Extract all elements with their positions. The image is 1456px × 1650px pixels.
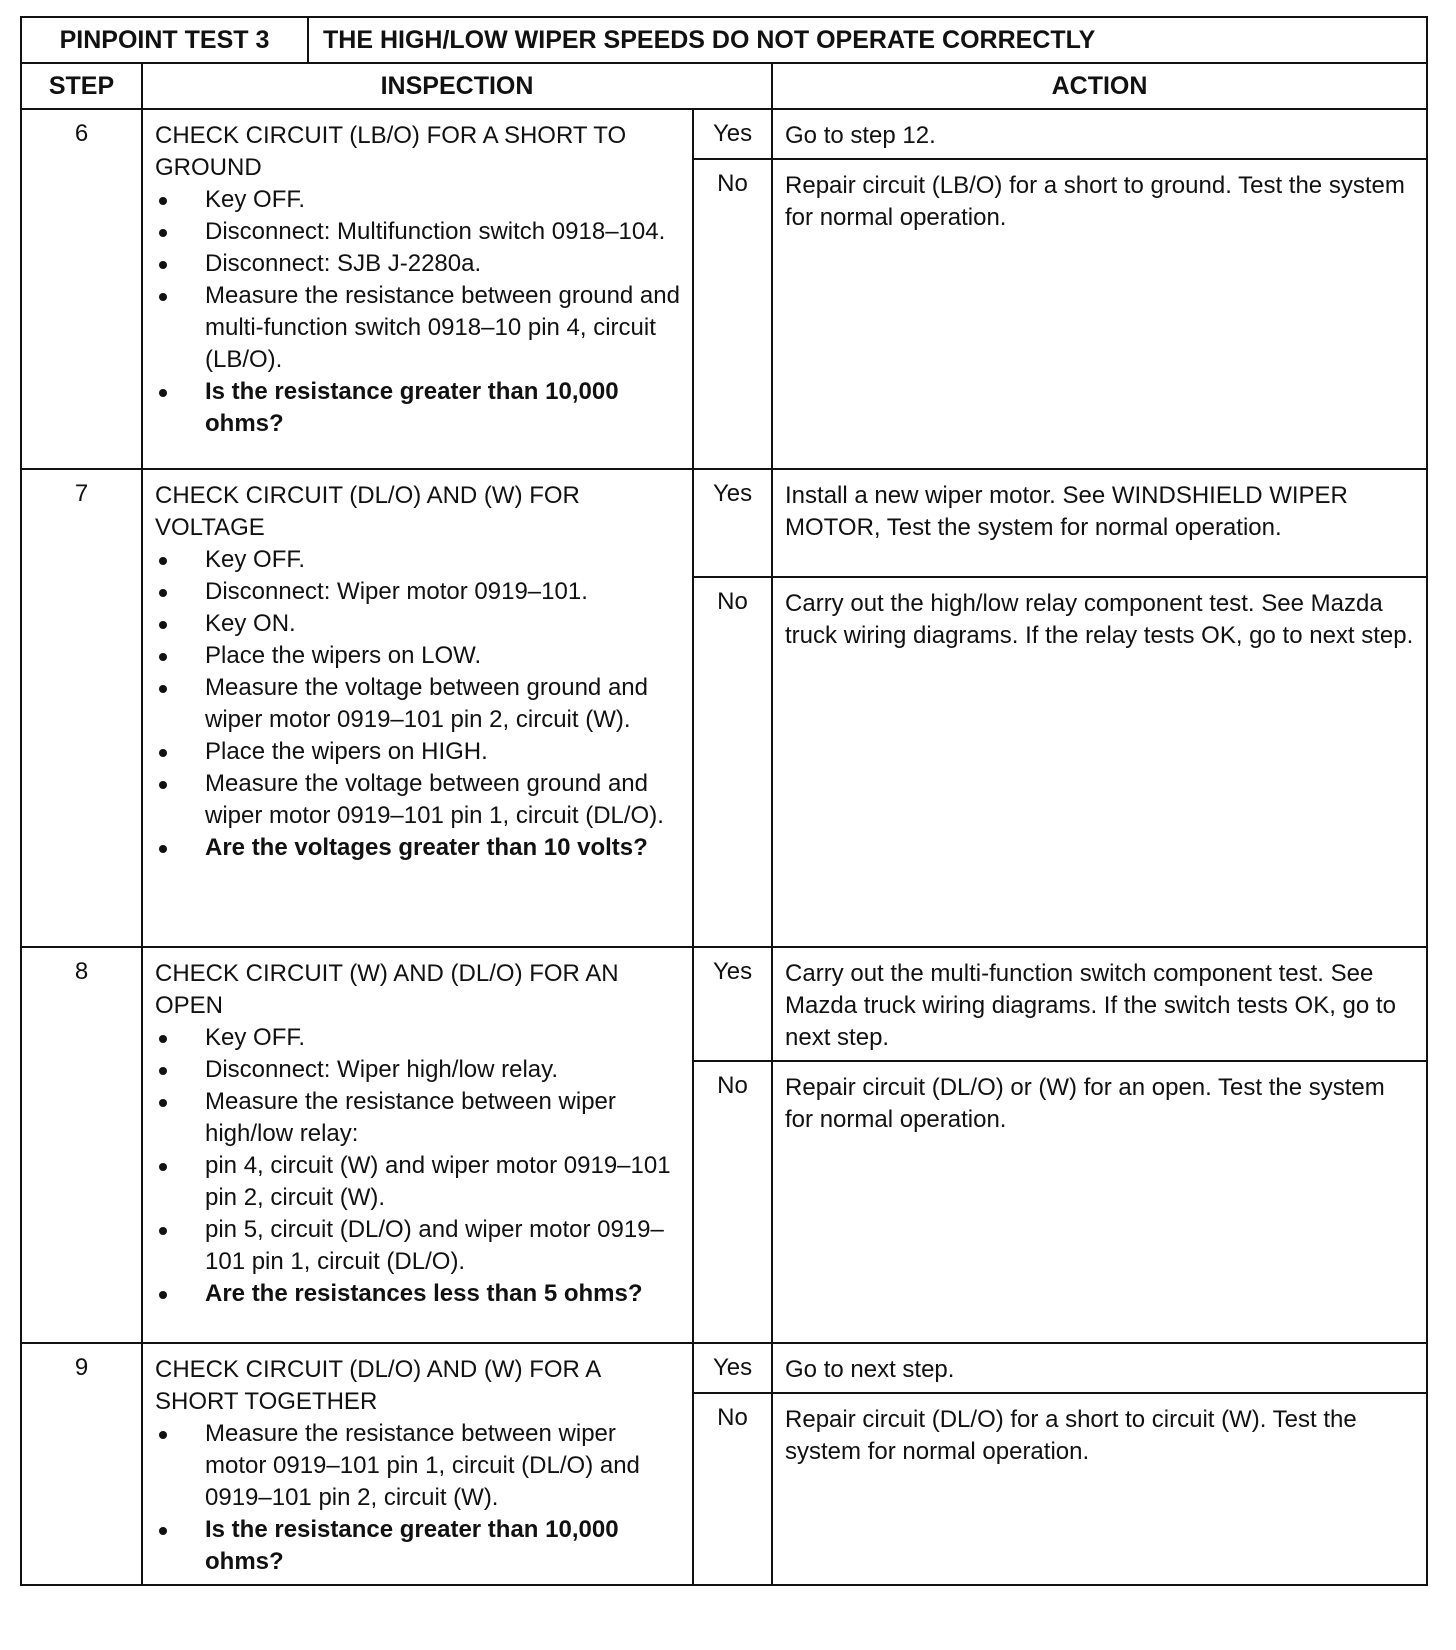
inspection-bullet: Measure the resistance between wiper high/low relay: — [155, 1086, 682, 1150]
inspection-bullet: Place the wipers on HIGH. — [155, 736, 682, 768]
step-number: 8 — [21, 947, 142, 1343]
step-row-7 — [21, 469, 1427, 577]
inspection-bullet: Disconnect: SJB J-2280a. — [155, 248, 682, 280]
answer-no: No — [693, 1393, 772, 1585]
action-no: Repair circuit (DL/O) or (W) for an open. Test the system for normal operation. — [772, 1061, 1427, 1343]
inspection-question: Is the resistance greater than 10,000 ohms? — [155, 376, 682, 440]
step-row-8 — [21, 947, 1427, 1061]
step-number: 9 — [21, 1343, 142, 1585]
action-no: Repair circuit (DL/O) for a short to circuit (W). Test the system for normal operation. — [772, 1393, 1427, 1585]
action-no: Carry out the high/low relay component test. See Mazda truck wiring diagrams. If the relay tests OK, go to next step. — [772, 577, 1427, 947]
inspection-cell — [142, 109, 693, 469]
inspection-list — [155, 544, 682, 864]
step-title: CHECK CIRCUIT (DL/O) AND (W) FOR VOLTAGE — [155, 482, 580, 541]
test-id: PINPOINT TEST 3 — [21, 17, 308, 63]
answer-no: No — [693, 1061, 772, 1343]
inspection-question: Are the voltages greater than 10 volts? — [155, 832, 682, 864]
answer-yes: Yes — [693, 947, 772, 1061]
step-title: CHECK CIRCUIT (W) AND (DL/O) FOR AN OPEN — [155, 960, 619, 1019]
test-title: THE HIGH/LOW WIPER SPEEDS DO NOT OPERATE CORRECTLY — [308, 17, 1427, 63]
inspection-bullet: Key OFF. — [155, 1022, 682, 1054]
inspection-bullet: Place the wipers on LOW. — [155, 640, 682, 672]
step-row-9 — [21, 1343, 1427, 1393]
inspection-bullet: Key OFF. — [155, 184, 682, 216]
inspection-cell — [142, 469, 693, 947]
column-header-action: ACTION — [772, 63, 1427, 109]
inspection-bullet: Disconnect: Wiper motor 0919–101. — [155, 576, 682, 608]
step-title: CHECK CIRCUIT (LB/O) FOR A SHORT TO GROUND — [155, 122, 627, 181]
inspection-bullet: Disconnect: Multifunction switch 0918–104. — [155, 216, 682, 248]
action-no: Repair circuit (LB/O) for a short to ground. Test the system for normal operation. — [772, 159, 1427, 469]
column-header-step: STEP — [21, 63, 142, 109]
inspection-bullet: Measure the resistance between ground and multi-function switch 0918–10 pin 4, circuit (LB/O). — [155, 280, 682, 376]
step-title: CHECK CIRCUIT (DL/O) AND (W) FOR A SHORT TOGETHER — [155, 1356, 600, 1415]
inspection-list — [155, 1418, 682, 1578]
inspection-bullet: Measure the voltage between ground and wiper motor 0919–101 pin 2, circuit (W). — [155, 672, 682, 736]
inspection-list — [155, 184, 682, 440]
inspection-cell — [142, 1343, 693, 1585]
step-number: 6 — [21, 109, 142, 469]
inspection-bullet: Key ON. — [155, 608, 682, 640]
column-header-row — [21, 63, 1427, 109]
action-yes: Go to step 12. — [772, 109, 1427, 159]
step-number: 7 — [21, 469, 142, 947]
column-header-inspection: INSPECTION — [142, 63, 772, 109]
inspection-bullet: Key OFF. — [155, 544, 682, 576]
action-yes: Go to next step. — [772, 1343, 1427, 1393]
action-yes: Carry out the multi-function switch component test. See Mazda truck wiring diagrams. If the switch tests OK, go to next step. — [772, 947, 1427, 1061]
inspection-list — [155, 1022, 682, 1310]
inspection-bullet: Measure the voltage between ground and wiper motor 0919–101 pin 1, circuit (DL/O). — [155, 768, 682, 832]
inspection-bullet: Measure the resistance between wiper motor 0919–101 pin 1, circuit (DL/O) and 0919–101 pin 2, circuit (W). — [155, 1418, 682, 1514]
action-yes: Install a new wiper motor. See WINDSHIELD WIPER MOTOR, Test the system for normal operation. — [772, 469, 1427, 577]
pinpoint-test-document — [20, 16, 1426, 1586]
inspection-cell — [142, 947, 693, 1343]
answer-yes: Yes — [693, 109, 772, 159]
answer-no: No — [693, 159, 772, 469]
inspection-question: Are the resistances less than 5 ohms? — [155, 1278, 682, 1310]
inspection-bullet: pin 5, circuit (DL/O) and wiper motor 0919–101 pin 1, circuit (DL/O). — [155, 1214, 682, 1278]
pinpoint-test-table — [20, 16, 1428, 1586]
answer-yes: Yes — [693, 1343, 772, 1393]
inspection-bullet: pin 4, circuit (W) and wiper motor 0919–101 pin 2, circuit (W). — [155, 1150, 682, 1214]
answer-no: No — [693, 577, 772, 947]
step-row-6 — [21, 109, 1427, 159]
inspection-question: Is the resistance greater than 10,000 ohms? — [155, 1514, 682, 1578]
test-header-row — [21, 17, 1427, 63]
inspection-bullet: Disconnect: Wiper high/low relay. — [155, 1054, 682, 1086]
answer-yes: Yes — [693, 469, 772, 577]
